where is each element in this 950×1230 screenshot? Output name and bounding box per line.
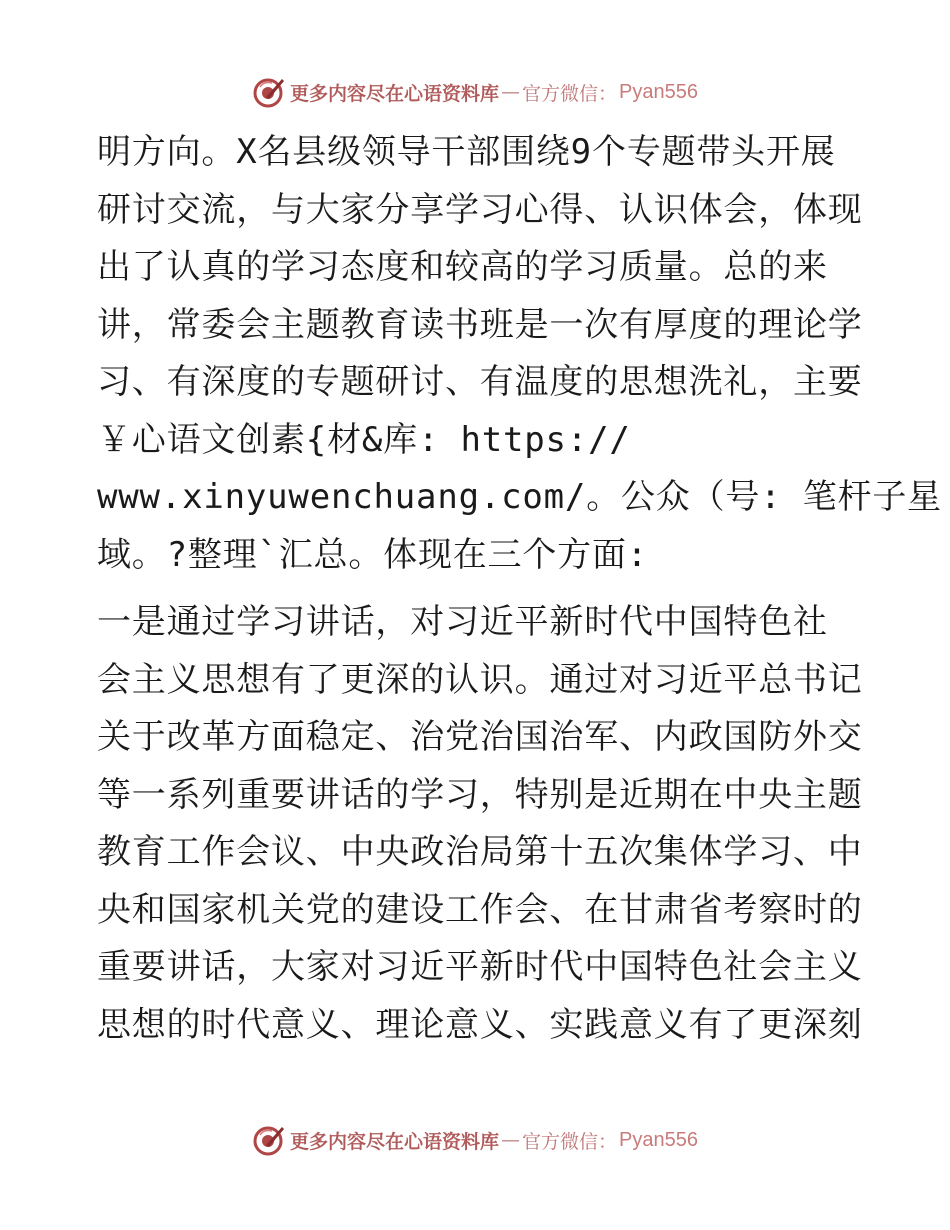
paragraph-line: 域。?整理`汇总。体现在三个方面: (97, 534, 649, 575)
paragraph-line: 等一系列重要讲话的学习，特别是近期在中央主题 (97, 774, 863, 815)
header-watermark-banner (0, 72, 950, 112)
footer-banner-text: 更多内容尽在心语资料库 (290, 1130, 500, 1153)
quill-seal-logo-icon (252, 1123, 286, 1157)
paragraph-line: 一是通过学习讲话，对习近平新时代中国特色社 (97, 602, 828, 642)
paragraph-line: 央和国家机关党的建设工作会、在甘肃省考察时的 (97, 889, 863, 930)
footer-banner-dash: — (501, 1129, 521, 1151)
paragraph-line: 出了认真的学习态度和较高的学习质量。总的来 (97, 247, 828, 287)
paragraph-line: 研讨交流，与大家分享学习心得、认识体会，体现 (97, 189, 863, 230)
paragraph-1 (97, 124, 942, 584)
header-wechat-label: 官方微信： (522, 82, 618, 105)
paragraph-line: 会主义思想有了更深的认识。通过对习近平总书记 (97, 659, 863, 700)
header-banner-text: 更多内容尽在心语资料库 (290, 82, 500, 105)
paragraph-line: 思想的时代意义、理论意义、实践意义有了更深刻 (97, 1004, 863, 1045)
footer-wechat-label: 官方微信： (522, 1130, 618, 1153)
paragraph-line: 明方向。X名县级领导干部围绕9个专题带头开展 (97, 132, 836, 172)
footer-watermark-banner (0, 1120, 950, 1160)
footer-wechat-id: Pyan556 (619, 1128, 698, 1151)
header-wechat-id: Pyan556 (619, 80, 698, 103)
paragraph-line: 重要讲话，大家对习近平新时代中国特色社会主义 (97, 947, 863, 987)
paragraph-line: 教育工作会议、中央政治局第十五次集体学习、中 (97, 832, 863, 872)
quill-seal-logo-icon (252, 75, 286, 109)
paragraph-2 (97, 594, 863, 1054)
paragraph-line: 关于改革方面稳定、治党治国治军、内政国防外交 (97, 717, 863, 757)
document-body (97, 124, 942, 1054)
paragraph-line: ￥心语文创素{材&库: https:// (97, 419, 631, 460)
header-banner-dash: — (501, 81, 521, 103)
paragraph-line: www.xinyuwenchuang.com/。公众（号: 笔杆子星 (97, 477, 942, 517)
paragraph-line: 习、有深度的专题研讨、有温度的思想洗礼，主要 (97, 362, 863, 402)
paragraph-line: 讲，常委会主题教育读书班是一次有厚度的理论学 (97, 304, 863, 345)
